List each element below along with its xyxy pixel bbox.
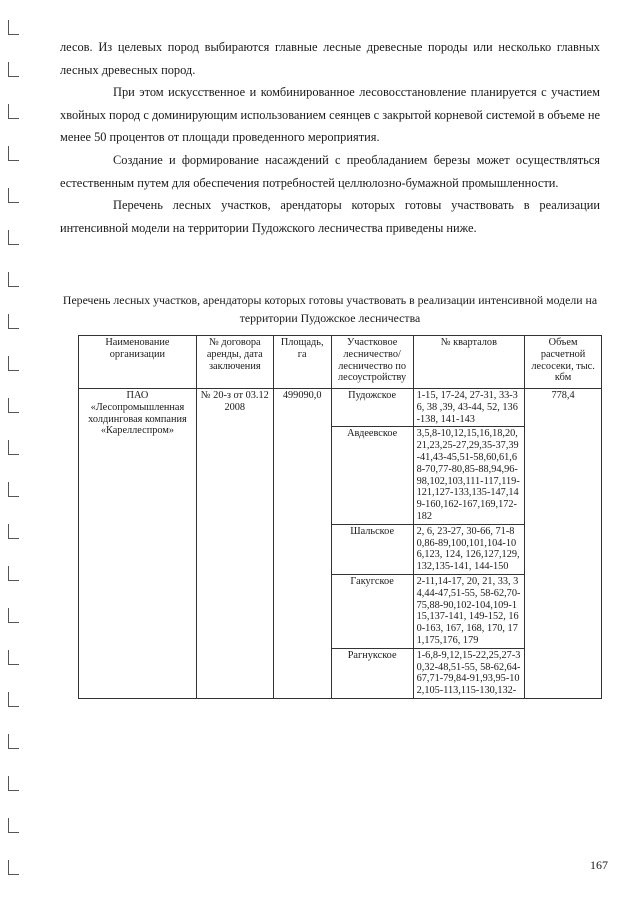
- header-forestry: Участковое лесничество/ лесничество по лесоустройству: [331, 336, 413, 389]
- forestry-cell: Гакугское: [331, 574, 413, 648]
- binding-mark: [8, 272, 19, 287]
- area-cell: 499090,0: [273, 389, 331, 699]
- binding-marks: [0, 0, 24, 905]
- paragraph: При этом искусственное и комбинированное лесовосстановление планируется с участием хвойных пород с доминирующим использованием сеянцев с закрытой корневой системой в объеме не менее 50 процентов от площади проведенного мероприятия.: [60, 85, 600, 145]
- lease-table: [78, 335, 602, 699]
- table-header-row: [79, 336, 602, 389]
- header-area: Площадь, га: [273, 336, 331, 389]
- forestry-cell: Авдеевское: [331, 427, 413, 524]
- header-volume: Объем расчетной лесосеки, тыс. кбм: [525, 336, 602, 389]
- binding-mark: [8, 566, 19, 581]
- header-organization: Наименование организации: [79, 336, 197, 389]
- paragraph: Перечень лесных участков, арендаторы которых готовы участвовать в реализации интенсивной модели на территории Пудожского лесничества приведены ниже.: [60, 198, 600, 235]
- header-quarters: № кварталов: [413, 336, 525, 389]
- binding-mark: [8, 230, 19, 245]
- volume-cell: 778,4: [525, 389, 602, 699]
- binding-mark: [8, 692, 19, 707]
- body-text: [60, 36, 600, 239]
- quarters-cell: 1-15, 17-24, 27-31, 33-36, 38 ,39, 43-44, 52, 136-138, 141-143: [413, 389, 525, 427]
- binding-mark: [8, 188, 19, 203]
- binding-mark: [8, 398, 19, 413]
- binding-mark: [8, 314, 19, 329]
- table-row: [79, 389, 602, 427]
- paragraph: Создание и формирование насаждений с преобладанием березы может осуществляться естественным путем для обеспечения потребностей целлюлозно-бумажной промышленности.: [60, 152, 600, 190]
- binding-mark: [8, 104, 19, 119]
- binding-mark: [8, 860, 19, 875]
- organization-cell: ПАО «Лесопромышленная холдинговая компания «Кареллеспром»: [79, 389, 197, 699]
- quarters-cell: 1-6,8-9,12,15-22,25,27-30,32-48,51-55, 58-62,64-67,71-79,84-91,93,95-102,105-113,115-130,132-: [413, 648, 525, 698]
- binding-mark: [8, 62, 19, 77]
- binding-mark: [8, 440, 19, 455]
- forestry-cell: Пудожское: [331, 389, 413, 427]
- binding-mark: [8, 776, 19, 791]
- quarters-cell: 2-11,14-17, 20, 21, 33, 34,44-47,51-55, 58-62,70-75,88-90,102-104,109-115,137-141, 149-152, 160-163, 167, 168, 170, 171,175,176, 179: [413, 574, 525, 648]
- page-number: 167: [590, 858, 608, 872]
- binding-mark: [8, 650, 19, 665]
- quarters-cell: 2, 6, 23-27, 30-66, 71-80,86-89,100,101,104-106,123, 124, 126,127,129,132,135-141, 144-150: [413, 524, 525, 574]
- table-caption: Перечень лесных участков, арендаторы которых готовы участвовать в реализации интенсивной модели на территории Пудожское лесничества: [62, 293, 598, 325]
- binding-mark: [8, 20, 19, 35]
- contract-cell: № 20-з от 03.12 2008: [196, 389, 273, 699]
- forestry-cell: Шальское: [331, 524, 413, 574]
- binding-mark: [8, 524, 19, 539]
- paragraph: лесов. Из целевых пород выбираются главные лесные древесные породы или несколько главных лесных древесных пород.: [60, 40, 600, 77]
- binding-mark: [8, 146, 19, 161]
- binding-mark: [8, 818, 19, 833]
- header-contract: № договора аренды, дата заключения: [196, 336, 273, 389]
- forestry-cell: Рагнукское: [331, 648, 413, 698]
- binding-mark: [8, 608, 19, 623]
- binding-mark: [8, 356, 19, 371]
- binding-mark: [8, 482, 19, 497]
- binding-mark: [8, 734, 19, 749]
- quarters-cell: 3,5,8-10,12,15,16,18,20,21,23,25-27,29,35-37,39-41,43-45,51-58,60,61,68-70,77-80,85-88,94,96-98,102,103,111-117,119-121,127-133,135-147,149-160,162-167,169,172-182: [413, 427, 525, 524]
